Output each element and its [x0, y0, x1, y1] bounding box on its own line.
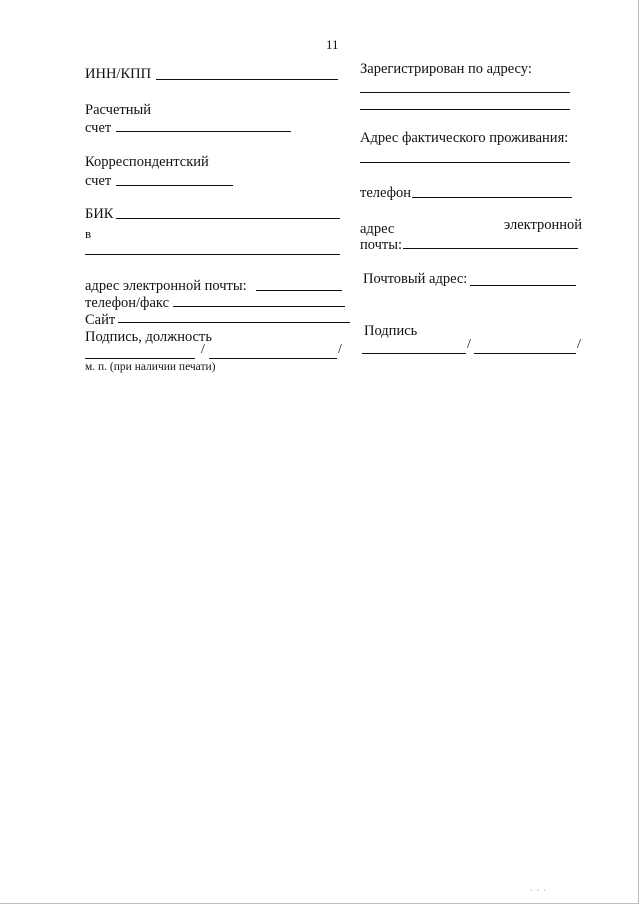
- phone-field[interactable]: [412, 197, 572, 198]
- actual-address-field[interactable]: [360, 162, 570, 163]
- phone-label: телефон: [360, 185, 412, 201]
- email-label-word-3: почты:: [360, 237, 403, 253]
- bik-label: БИК: [85, 206, 114, 222]
- bik-field[interactable]: [116, 218, 340, 219]
- page-number: 11: [326, 37, 339, 52]
- corr-account-label-cont: счет: [85, 173, 112, 189]
- email-field[interactable]: [256, 290, 342, 291]
- email-label-word-1: адрес: [360, 221, 395, 237]
- registered-address-field-1[interactable]: [360, 92, 570, 93]
- scan-artifact: · · ·: [530, 886, 547, 895]
- signature-position-label: Подпись, должность: [85, 329, 212, 345]
- email-label-word-2: электронной: [504, 217, 583, 233]
- site-field[interactable]: [118, 322, 350, 323]
- registered-address-field-2[interactable]: [360, 109, 570, 110]
- corr-account-field[interactable]: [116, 185, 233, 186]
- signature-separator: /: [201, 342, 205, 357]
- position-field[interactable]: [209, 358, 337, 359]
- signature-field[interactable]: [362, 353, 466, 354]
- postal-address-label: Почтовый адрес:: [363, 271, 468, 287]
- signature-label: Подпись: [364, 323, 418, 339]
- registered-address-label: Зарегистрирован по адресу:: [360, 61, 532, 77]
- signature-end-separator: /: [338, 342, 342, 357]
- account-label-cont: счет: [85, 120, 112, 136]
- email-label: адрес электронной почты:: [85, 278, 247, 294]
- bank-name-field[interactable]: [85, 254, 340, 255]
- signature-field[interactable]: [85, 358, 195, 359]
- phone-fax-label: телефон/факс: [85, 295, 170, 311]
- actual-address-label: Адрес фактического проживания:: [360, 130, 569, 146]
- signature-end-separator: /: [577, 337, 581, 352]
- email-field[interactable]: [403, 248, 578, 249]
- signature-separator: /: [467, 337, 471, 352]
- phone-fax-field[interactable]: [173, 306, 345, 307]
- inn-kpp-field[interactable]: [156, 79, 338, 80]
- corr-account-label: Корреспондентский: [85, 154, 209, 170]
- stamp-note: м. п. (при наличии печати): [85, 361, 216, 373]
- account-label: Расчетный: [85, 102, 151, 118]
- inn-kpp-label: ИНН/КПП: [85, 66, 152, 82]
- signature-name-field[interactable]: [474, 353, 576, 354]
- postal-address-field[interactable]: [470, 285, 576, 286]
- account-field[interactable]: [116, 131, 291, 132]
- site-label: Сайт: [85, 312, 116, 328]
- bank-in-label: в: [85, 226, 92, 241]
